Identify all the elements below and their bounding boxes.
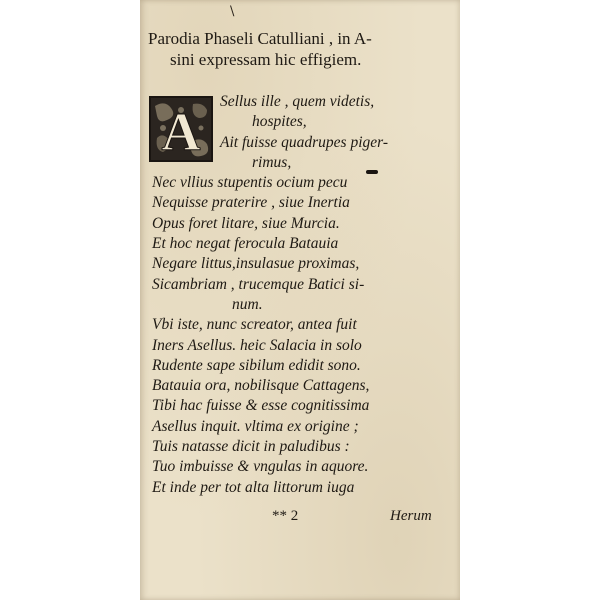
verse-line: Sicambriam , trucemque Batici si- xyxy=(152,275,365,293)
verse-line: Sellus ille , quem videtis, xyxy=(220,93,375,110)
catchword: Herum xyxy=(390,508,432,524)
title-line-1: Parodia Phaseli Catulliani , in A- xyxy=(148,29,372,48)
verse-line: Tuo imbuisse & vngulas in aquore. xyxy=(152,458,369,476)
initial-letter: A xyxy=(161,102,201,160)
top-mark: \ xyxy=(230,4,235,19)
verse-line: Asellus inquit. vltima ex origine ; xyxy=(152,417,359,435)
verse-line: Iners Asellus. heic Salacia in solo xyxy=(152,336,362,354)
page-footer xyxy=(152,508,452,530)
verse-line: Opus foret litare, siue Murcia. xyxy=(152,214,340,232)
verse-line: Nec vllius stupentis ocium pecu xyxy=(152,174,348,192)
verse-line: Nequisse praterire , siue Inertia xyxy=(152,194,350,212)
verse-line: Batauia ora, nobilisque Cattagens, xyxy=(152,377,370,395)
verse-line: Rudente sape sibilum edidit sono. xyxy=(152,356,361,374)
verse-line: Negare littus,insulasue proximas, xyxy=(152,255,360,273)
verse-line: rimus, xyxy=(252,153,292,171)
book-page xyxy=(140,0,460,600)
verse-line: Tibi hac fuisse & esse cognitissima xyxy=(152,397,370,415)
title-line-2: sini expressam hic effigiem. xyxy=(170,50,362,69)
verse-line: hospites, xyxy=(252,113,307,131)
page-title xyxy=(148,28,448,70)
verse-line: Et hoc negat ferocula Batauia xyxy=(152,235,339,253)
verse-line: Et inde per tot alta littorum iuga xyxy=(152,478,355,496)
verse-line: Tuis natasse dicit in paludibus : xyxy=(152,438,350,456)
verse-block xyxy=(152,92,452,498)
verse-line: Ait fuisse quadrupes piger- xyxy=(220,133,389,151)
signature-mark: ** 2 xyxy=(272,508,299,524)
verse-line: Vbi iste, nunc screator, antea fuit xyxy=(152,316,357,334)
verse-line: num. xyxy=(232,295,263,313)
